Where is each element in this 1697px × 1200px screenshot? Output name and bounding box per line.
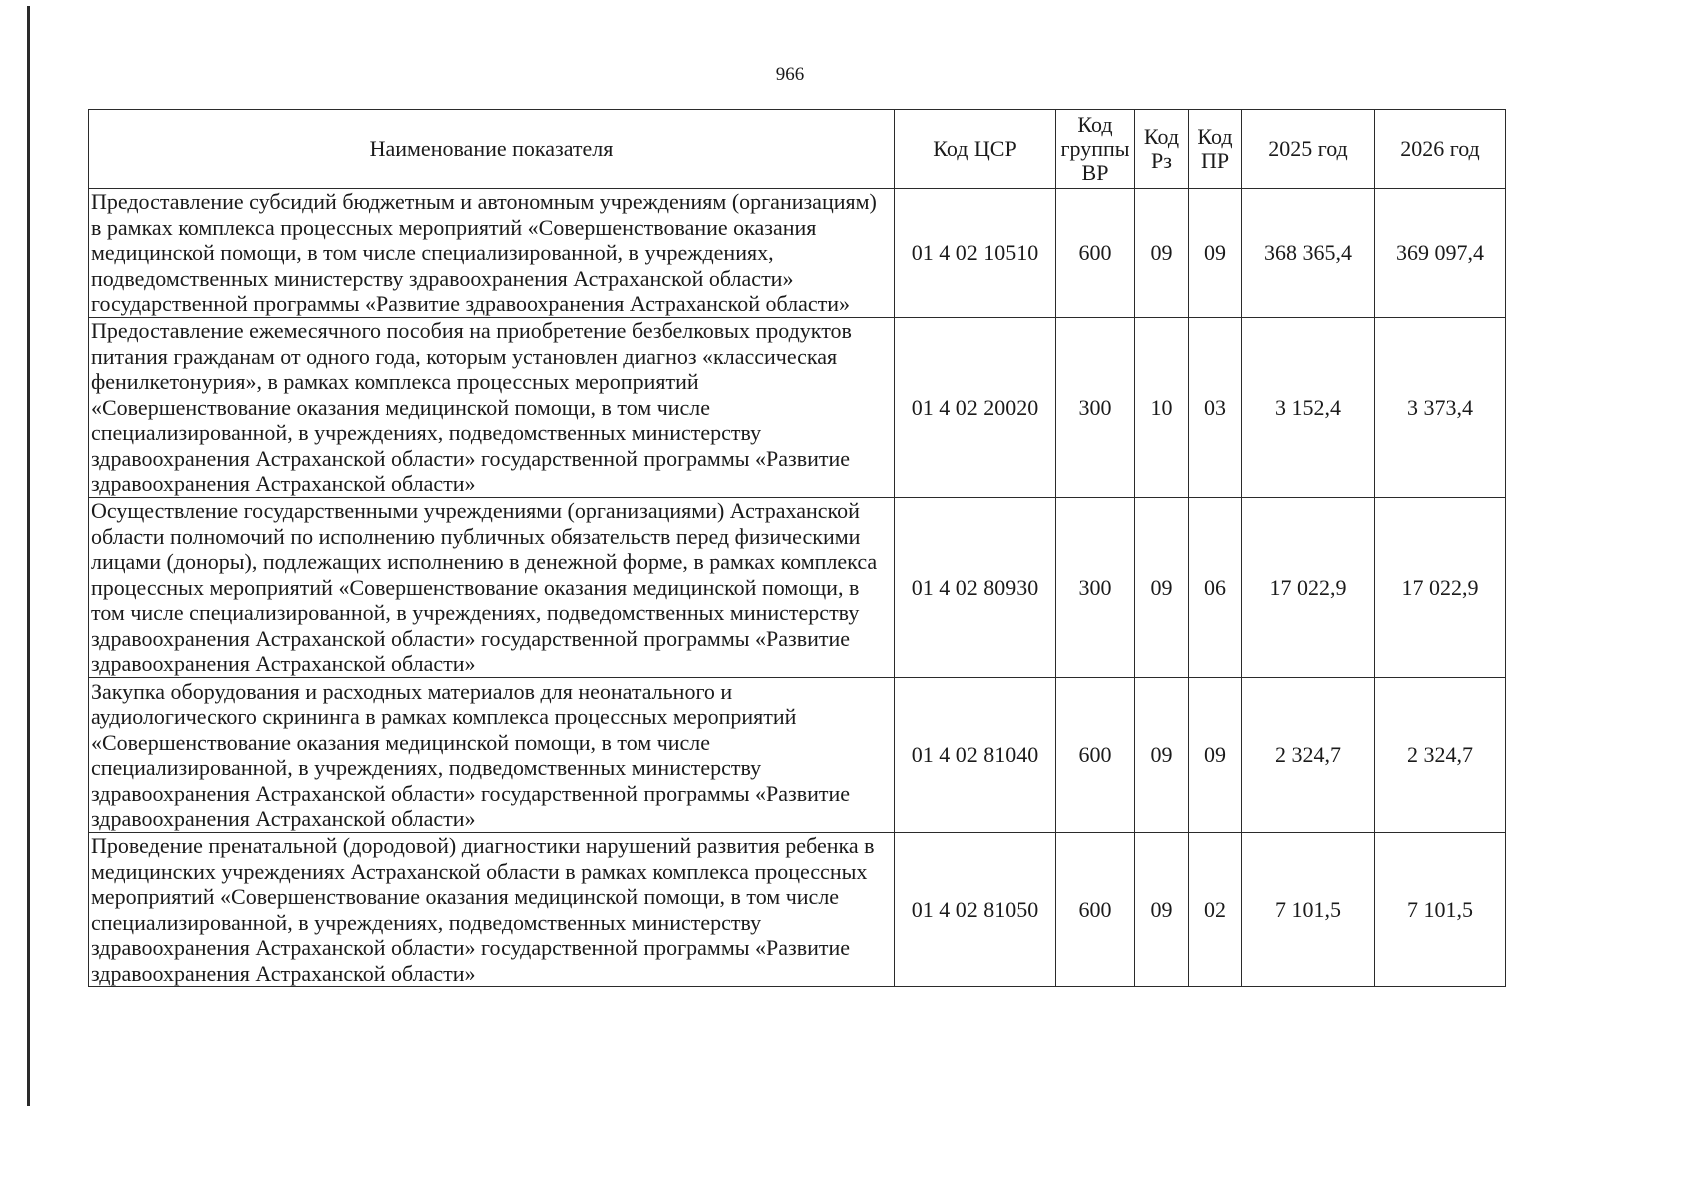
cell-year-2026: 17 022,9 bbox=[1375, 498, 1506, 678]
header-rz-code: Код Рз bbox=[1135, 110, 1189, 189]
header-vr-group-code: Код группы ВР bbox=[1056, 110, 1135, 189]
cell-vr-group-code: 600 bbox=[1056, 678, 1135, 833]
cell-indicator-name: Предоставление субсидий бюджетным и автономным учреждениям (организациям) в рамках комплекса процессных мероприятий «Совершенствование оказания медицинской помощи, в том числе специализированной, в учреждениях, подведомственных министерству здравоохранения Астраханской области» государственной программы «Развитие здравоохранения Астраханской области» bbox=[89, 189, 895, 318]
cell-year-2026: 369 097,4 bbox=[1375, 189, 1506, 318]
cell-pr-code: 06 bbox=[1189, 498, 1242, 678]
budget-table bbox=[88, 109, 1506, 987]
cell-vr-group-code: 300 bbox=[1056, 498, 1135, 678]
cell-year-2025: 7 101,5 bbox=[1242, 833, 1375, 987]
cell-year-2026: 7 101,5 bbox=[1375, 833, 1506, 987]
cell-csr-code: 01 4 02 81050 bbox=[895, 833, 1056, 987]
cell-indicator-name: Осуществление государственными учреждениями (организациями) Астраханской области полномочий по исполнению публичных обязательств перед физическими лицами (доноры), подлежащих исполнению в денежной форме, в рамках комплекса процессных мероприятий «Совершенствование оказания медицинской помощи, в том числе специализированной, в учреждениях, подведомственных министерству здравоохранения Астраханской области» государственной программы «Развитие здравоохранения Астраханской области» bbox=[89, 498, 895, 678]
cell-year-2025: 3 152,4 bbox=[1242, 318, 1375, 498]
cell-pr-code: 02 bbox=[1189, 833, 1242, 987]
cell-csr-code: 01 4 02 80930 bbox=[895, 498, 1056, 678]
cell-year-2026: 3 373,4 bbox=[1375, 318, 1506, 498]
cell-vr-group-code: 600 bbox=[1056, 833, 1135, 987]
cell-vr-group-code: 300 bbox=[1056, 318, 1135, 498]
cell-indicator-name: Проведение пренатальной (дородовой) диагностики нарушений развития ребенка в медицинских учреждениях Астраханской области в рамках комплекса процессных мероприятий «Совершенствование оказания медицинской помощи, в том числе специализированной, в учреждениях, подведомственных министерству здравоохранения Астраханской области» государственной программы «Развитие здравоохранения Астраханской области» bbox=[89, 833, 895, 987]
table-row bbox=[89, 833, 1506, 987]
cell-rz-code: 09 bbox=[1135, 498, 1189, 678]
page-binding-line bbox=[27, 6, 30, 1106]
cell-csr-code: 01 4 02 10510 bbox=[895, 189, 1056, 318]
cell-rz-code: 09 bbox=[1135, 833, 1189, 987]
table-header-row bbox=[89, 110, 1506, 189]
header-csr-code: Код ЦСР bbox=[895, 110, 1056, 189]
cell-vr-group-code: 600 bbox=[1056, 189, 1135, 318]
header-year-2025: 2025 год bbox=[1242, 110, 1375, 189]
cell-year-2025: 17 022,9 bbox=[1242, 498, 1375, 678]
table-row bbox=[89, 189, 1506, 318]
header-year-2026: 2026 год bbox=[1375, 110, 1506, 189]
cell-pr-code: 03 bbox=[1189, 318, 1242, 498]
table-row bbox=[89, 318, 1506, 498]
cell-rz-code: 09 bbox=[1135, 678, 1189, 833]
cell-csr-code: 01 4 02 20020 bbox=[895, 318, 1056, 498]
table-row bbox=[89, 678, 1506, 833]
header-indicator-name: Наименование показателя bbox=[89, 110, 895, 189]
cell-indicator-name: Предоставление ежемесячного пособия на приобретение безбелковых продуктов питания гражданам от одного года, которым установлен диагноз «классическая фенилкетонурия», в рамках комплекса процессных мероприятий «Совершенствование оказания медицинской помощи, в том числе специализированной, в учреждениях, подведомственных министерству здравоохранения Астраханской области» государственной программы «Развитие здравоохранения Астраханской области» bbox=[89, 318, 895, 498]
cell-indicator-name: Закупка оборудования и расходных материалов для неонатального и аудиологического скрининга в рамках комплекса процессных мероприятий «Совершенствование оказания медицинской помощи, в том числе специализированной, в учреждениях, подведомственных министерству здравоохранения Астраханской области» государственной программы «Развитие здравоохранения Астраханской области» bbox=[89, 678, 895, 833]
cell-rz-code: 09 bbox=[1135, 189, 1189, 318]
cell-csr-code: 01 4 02 81040 bbox=[895, 678, 1056, 833]
cell-year-2026: 2 324,7 bbox=[1375, 678, 1506, 833]
cell-pr-code: 09 bbox=[1189, 189, 1242, 318]
page-number: 966 bbox=[775, 64, 805, 85]
cell-year-2025: 368 365,4 bbox=[1242, 189, 1375, 318]
table-row bbox=[89, 498, 1506, 678]
cell-pr-code: 09 bbox=[1189, 678, 1242, 833]
cell-rz-code: 10 bbox=[1135, 318, 1189, 498]
cell-year-2025: 2 324,7 bbox=[1242, 678, 1375, 833]
header-pr-code: Код ПР bbox=[1189, 110, 1242, 189]
